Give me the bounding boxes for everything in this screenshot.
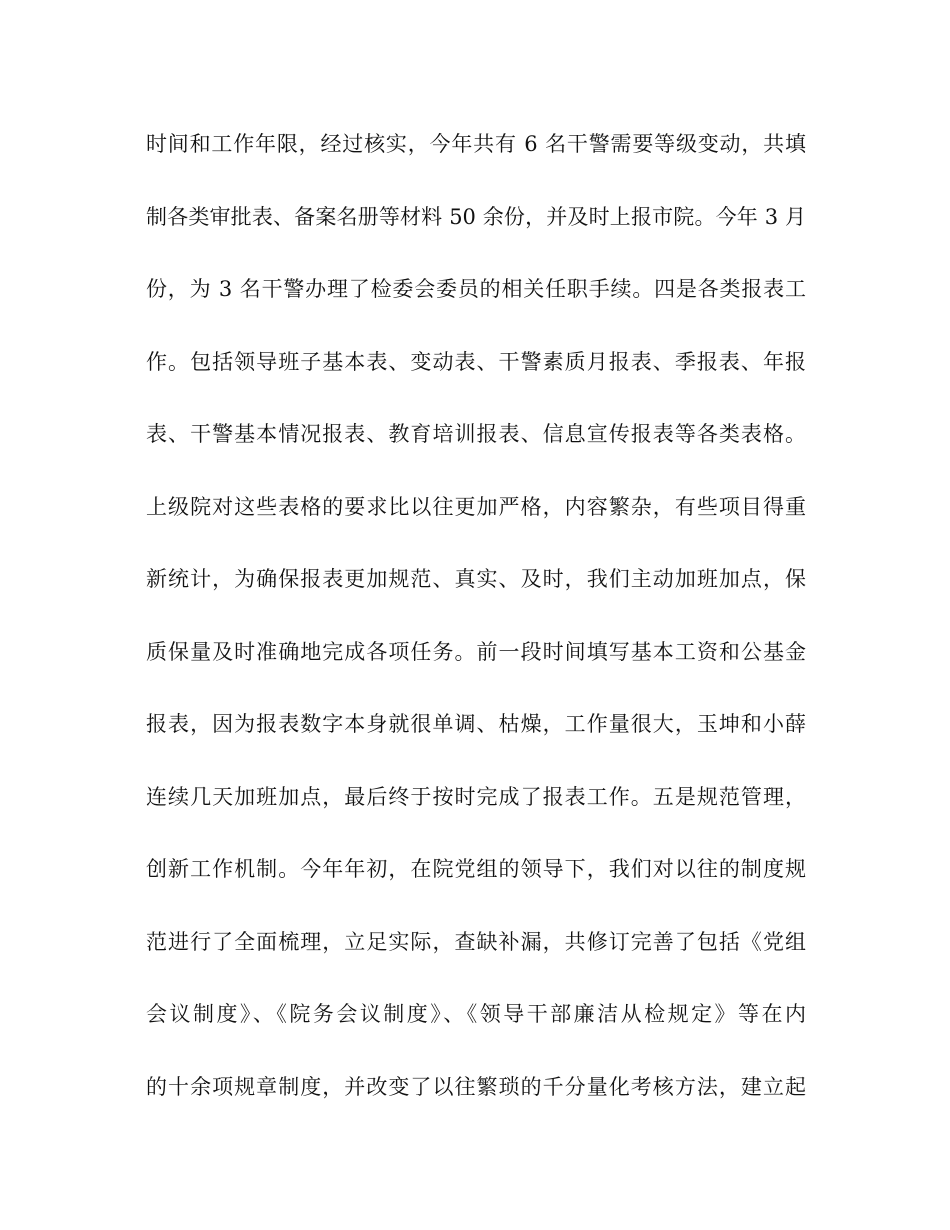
text-line: 制各类审批表、备案名册等材料 50 余份，并及时上报市院。今年 3 月 — [146, 204, 806, 229]
text-line: 份，为 3 名干警办理了检委会委员的相关任职手续。四是各类报表工 — [146, 277, 806, 301]
text-line: 时间和工作年限，经过核实，今年共有 6 名干警需要等级变动，共填 — [146, 132, 806, 156]
text-line: 创新工作机制。今年年初，在院党组的领导下，我们对以往的制度规 — [146, 857, 806, 881]
text-line: 表、干警基本情况报表、教育培训报表、信息宣传报表等各类表格。 — [146, 422, 806, 446]
text-line: 作。包括领导班子基本表、变动表、干警素质月报表、季报表、年报 — [146, 349, 806, 374]
text-line: 连续几天加班加点，最后终于按时完成了报表工作。五是规范管理， — [146, 784, 806, 809]
text-line: 范进行了全面梳理，立足实际，查缺补漏，共修订完善了包括《党组 — [146, 929, 806, 954]
text-line: 质保量及时准确地完成各项任务。前一段时间填写基本工资和公基金 — [146, 639, 806, 664]
text-line: 报表，因为报表数字本身就很单调、枯燥，工作量很大，玉坤和小薛 — [146, 712, 806, 736]
text-line: 上级院对这些表格的要求比以往更加严格，内容繁杂，有些项目得重 — [146, 494, 806, 519]
text-line: 会议制度》、《院务会议制度》、《领导干部廉洁从检规定》等在内 — [146, 1002, 806, 1026]
text-line: 的十余项规章制度，并改变了以往繁琐的千分量化考核方法，建立起 — [146, 1074, 806, 1099]
text-line: 新统计，为确保报表更加规范、真实、及时，我们主动加班加点，保 — [146, 567, 806, 591]
body-text — [146, 126, 806, 1105]
